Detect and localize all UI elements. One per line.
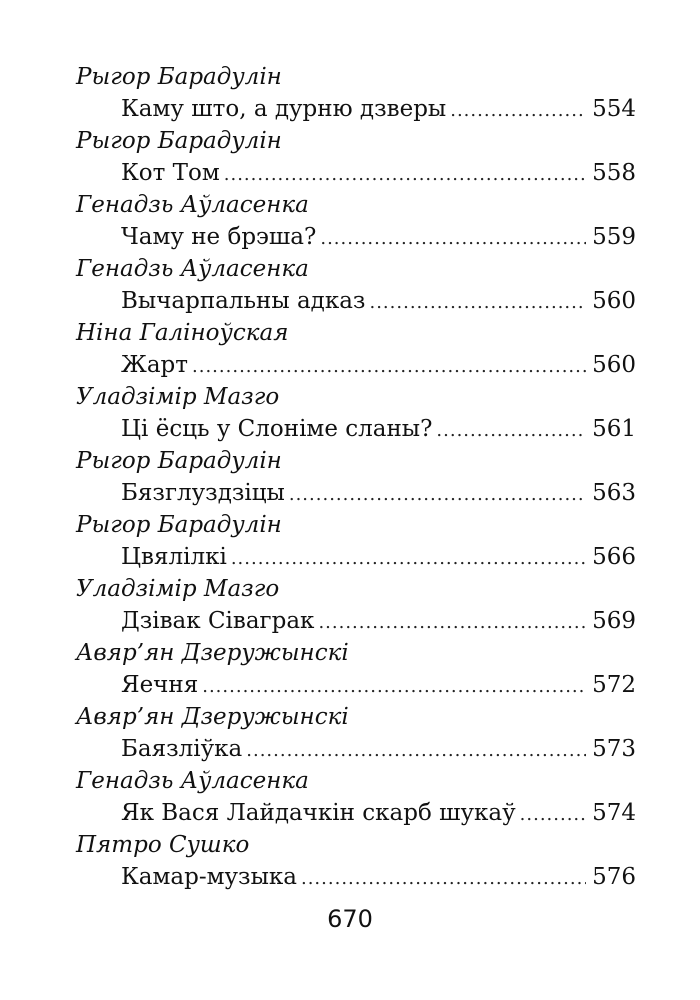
toc-entry [76, 317, 636, 381]
entry-page-number: 561 [592, 416, 636, 442]
dot-leader [202, 671, 586, 703]
entry-title: Вычарпальны адказ [121, 288, 366, 314]
entry-author: Рыгор Барадулін [76, 64, 282, 90]
entry-title-row [76, 413, 636, 445]
entry-page-number: 576 [592, 864, 636, 890]
toc-entry [76, 701, 636, 765]
entry-page-number: 554 [592, 96, 636, 122]
entry-page-number: 558 [592, 160, 636, 186]
entry-author: Авяр’ян Дзеружынскі [76, 704, 349, 730]
entry-page-number: 569 [592, 608, 636, 634]
entry-title-row [76, 285, 636, 317]
entry-title-row [76, 797, 636, 829]
toc-entry [76, 829, 636, 893]
entry-title: Баязліўка [121, 736, 243, 762]
entry-title-row [76, 733, 636, 765]
dot-leader [289, 479, 586, 511]
table-of-contents [76, 61, 636, 893]
dot-leader [192, 351, 586, 383]
dot-leader [301, 863, 586, 895]
dot-leader [320, 223, 586, 255]
toc-entry [76, 573, 636, 637]
entry-title: Цвялілкі [121, 544, 227, 570]
toc-entry [76, 509, 636, 573]
entry-page-number: 572 [592, 672, 636, 698]
entry-title: Бязглуздзіцы [121, 480, 285, 506]
toc-entry [76, 189, 636, 253]
entry-author: Генадзь Аўласенка [76, 768, 309, 794]
dot-leader [436, 415, 586, 447]
entry-title: Каму што, а дурню дзверы [121, 96, 447, 122]
toc-entry [76, 381, 636, 445]
entry-page-number: 560 [592, 352, 636, 378]
toc-entry [76, 765, 636, 829]
toc-entry [76, 125, 636, 189]
entry-title: Кот Том [121, 160, 220, 186]
entry-title-row [76, 605, 636, 637]
entry-author: Авяр’ян Дзеружынскі [76, 640, 349, 666]
entry-title: Як Вася Лайдачкін скарб шукаў [121, 800, 516, 826]
entry-title-row [76, 669, 636, 701]
entry-title: Ці ёсць у Слоніме сланы? [121, 416, 433, 442]
entry-author: Пятро Сушко [76, 832, 250, 858]
dot-leader [246, 735, 586, 767]
entry-title-row [76, 221, 636, 253]
toc-entry [76, 637, 636, 701]
entry-title: Камар-музыка [121, 864, 297, 890]
dot-leader [369, 287, 586, 319]
entry-author: Рыгор Барадулін [76, 512, 282, 538]
dot-leader [224, 159, 586, 191]
toc-entry [76, 253, 636, 317]
entry-title-row [76, 157, 636, 189]
entry-title-row [76, 477, 636, 509]
page-number: 670 [327, 905, 373, 933]
entry-title: Чаму не брэша? [121, 224, 317, 250]
dot-leader [520, 799, 586, 831]
entry-title: Жарт [121, 352, 189, 378]
entry-title-row [76, 349, 636, 381]
entry-title-row [76, 541, 636, 573]
toc-entry [76, 445, 636, 509]
entry-page-number: 574 [592, 800, 636, 826]
entry-title: Дзівак Сіваграк [121, 608, 315, 634]
entry-author: Генадзь Аўласенка [76, 192, 309, 218]
entry-page-number: 563 [592, 480, 636, 506]
entry-page-number: 566 [592, 544, 636, 570]
entry-page-number: 560 [592, 288, 636, 314]
entry-author: Рыгор Барадулін [76, 448, 282, 474]
toc-entry [76, 61, 636, 125]
entry-author: Генадзь Аўласенка [76, 256, 309, 282]
dot-leader [231, 543, 586, 575]
entry-title: Яечня [121, 672, 199, 698]
entry-title-row [76, 93, 636, 125]
dot-leader [450, 95, 586, 127]
entry-page-number: 559 [592, 224, 636, 250]
entry-author: Рыгор Барадулін [76, 128, 282, 154]
dot-leader [318, 607, 586, 639]
entry-author: Уладзімір Мазго [76, 576, 280, 602]
entry-author: Ніна Галіноўская [76, 320, 289, 346]
entry-title-row [76, 861, 636, 893]
entry-author: Уладзімір Мазго [76, 384, 280, 410]
entry-page-number: 573 [592, 736, 636, 762]
